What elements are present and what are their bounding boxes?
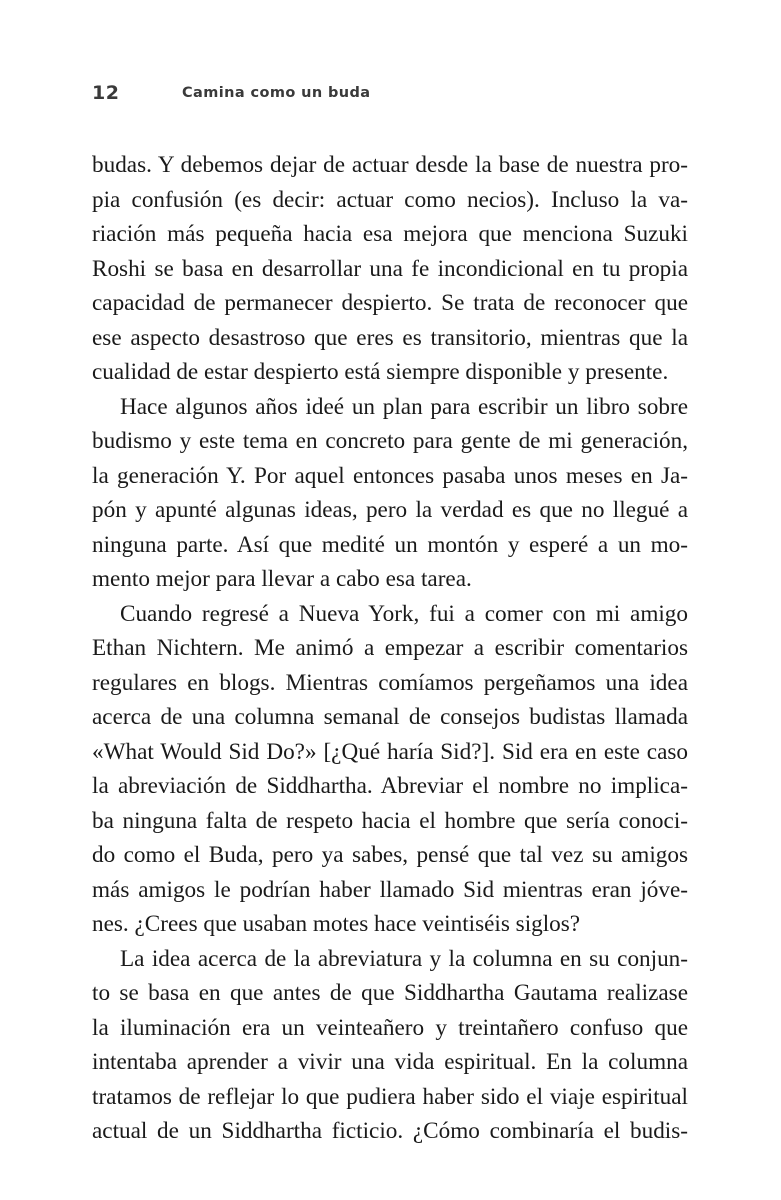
text-line: to se basa en que antes de que Siddhartha Gautama realizase (92, 980, 688, 1006)
paragraph (92, 942, 688, 1149)
text-line: Roshi se basa en desarrollar una fe incondicional en tu propia (92, 255, 688, 282)
text-line: mento mejor para llevar a cabo esa tarea. (92, 566, 472, 592)
text-line: ese aspecto desastroso que eres es transitorio, mientras que la (92, 324, 688, 351)
text-line: intentaba aprender a vivir una vida espiritual. En la columna (92, 1049, 688, 1075)
text-line: cualidad de estar despierto está siempre disponible y presente. (92, 359, 669, 385)
text-line: ba ninguna falta de respeto hacia el hombre que sería conoci- (92, 807, 688, 834)
text-line: budas. Y debemos dejar de actuar desde la base de nuestra pro- (92, 152, 688, 178)
text-line: «What Would Sid Do?» [¿Qué haría Sid?]. Sid era en este caso (92, 738, 688, 765)
paragraph (92, 148, 688, 390)
text-line: regulares en blogs. Mientras comíamos pergeñamos una idea (92, 669, 688, 696)
body-text (92, 148, 688, 1149)
page-header (92, 82, 692, 112)
text-line: riación más pequeña hacia esa mejora que menciona Suzuki (92, 221, 688, 247)
running-head: Camina como un buda (182, 85, 371, 101)
text-line: nes. ¿Crees que usaban motes hace veintiséis siglos? (92, 911, 581, 937)
text-line: actual de un Siddhartha ficticio. ¿Cómo combinaría el budis- (92, 1118, 688, 1144)
page-number: 12 (92, 82, 120, 104)
paragraph (92, 390, 688, 597)
text-line: Ethan Nichtern. Me animó a empezar a escribir comentarios (92, 635, 688, 661)
text-line: la iluminación era un veinteañero y treintañero confuso que (92, 1014, 688, 1041)
text-line: acerca de una columna semanal de consejos budistas llamada (92, 704, 688, 730)
text-line: la generación Y. Por aquel entonces pasaba unos meses en Ja- (92, 462, 688, 489)
text-line: pón y apunté algunas ideas, pero la verdad es que no llegué a (92, 497, 688, 523)
text-line: pia confusión (es decir: actuar como necios). Incluso la va- (92, 186, 688, 213)
text-line: la abreviación de Siddhartha. Abreviar el nombre no implica- (92, 773, 688, 799)
text-line: más amigos le podrían haber llamado Sid mientras eran jóve- (92, 876, 688, 903)
paragraph (92, 597, 688, 942)
text-line: tratamos de reflejar lo que pudiera haber sido el viaje espiritual (92, 1083, 688, 1110)
text-line: do como el Buda, pero ya sabes, pensé que tal vez su amigos (92, 842, 688, 868)
text-line: Hace algunos años ideé un plan para escribir un libro sobre (120, 393, 688, 420)
text-line: Cuando regresé a Nueva York, fui a comer con mi amigo (120, 600, 688, 627)
text-line: capacidad de permanecer despierto. Se trata de reconocer que (92, 290, 688, 316)
text-line: La idea acerca de la abreviatura y la columna en su conjun- (120, 945, 688, 972)
text-line: budismo y este tema en concreto para gente de mi generación, (92, 428, 688, 454)
text-line: ninguna parte. Así que medité un montón y esperé a un mo- (92, 531, 688, 558)
